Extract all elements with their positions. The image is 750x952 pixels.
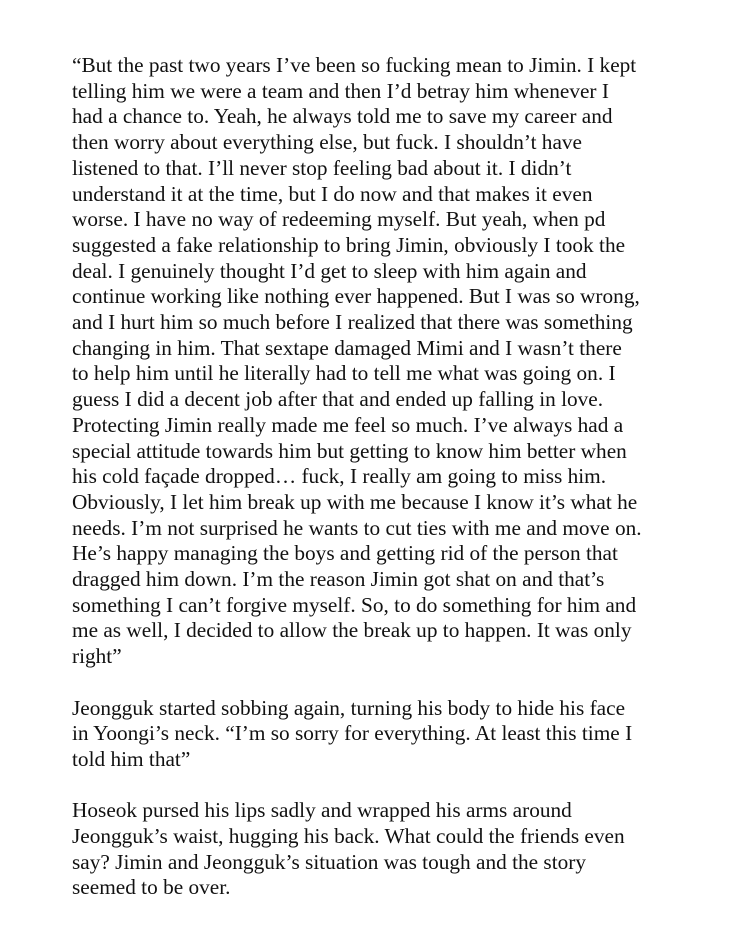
text-line: his cold façade dropped… fuck, I really am going to miss him. — [72, 464, 607, 489]
text-line: to help him until he literally had to tell me what was going on. I — [72, 361, 616, 386]
text-line: He’s happy managing the boys and getting rid of the person that — [72, 541, 618, 566]
text-line: Hoseok pursed his lips sadly and wrapped his arms around — [72, 798, 572, 823]
paragraph — [72, 696, 690, 773]
text-line: “But the past two years I’ve been so fucking mean to Jimin. I kept — [72, 53, 637, 77]
document-body — [72, 53, 690, 901]
text-line: understand it at the time, but I do now and that makes it even — [72, 181, 593, 206]
text-line: in Yoongi’s neck. “I’m so sorry for everything. At least this time I — [72, 721, 633, 746]
text-line: guess I did a decent job after that and ended up falling in love. — [72, 387, 604, 412]
text-line: told him that” — [72, 746, 191, 771]
text-line: Jeongguk’s waist, hugging his back. What could the friends even — [72, 824, 625, 849]
text-line: me as well, I decided to allow the break up to happen. It was only — [72, 618, 632, 643]
text-line: worse. I have no way of redeeming myself. But yeah, when pd — [72, 207, 606, 232]
text-line: seemed to be over. — [72, 875, 231, 900]
text-line: continue working like nothing ever happened. But I was so wrong, — [72, 284, 640, 309]
text-line: telling him we were a team and then I’d betray him whenever I — [72, 78, 609, 103]
text-line: needs. I’m not surprised he wants to cut ties with me and move on. — [72, 515, 642, 540]
text-line: had a chance to. Yeah, he always told me to save my career and — [72, 104, 613, 129]
text-line: listened to that. I’ll never stop feeling bad about it. I didn’t — [72, 155, 572, 180]
text-line: right” — [72, 644, 122, 669]
text-line: dragged him down. I’m the reason Jimin got shat on and that’s — [72, 567, 605, 592]
text-line: Jeongguk started sobbing again, turning his body to hide his face — [72, 695, 626, 720]
text-line: deal. I genuinely thought I’d get to sleep with him again and — [72, 258, 587, 283]
text-line: Protecting Jimin really made me feel so much. I’ve always had a — [72, 412, 624, 437]
text-line: suggested a fake relationship to bring Jimin, obviously I took the — [72, 232, 626, 257]
paragraph — [72, 798, 690, 901]
text-line: something I can’t forgive myself. So, to do something for him and — [72, 592, 637, 617]
paragraph — [72, 53, 690, 670]
text-line: changing in him. That sextape damaged Mimi and I wasn’t there — [72, 335, 622, 360]
text-line: say? Jimin and Jeongguk’s situation was tough and the story — [72, 849, 587, 874]
text-line: and I hurt him so much before I realized that there was something — [72, 310, 633, 335]
text-line: special attitude towards him but getting to know him better when — [72, 438, 627, 463]
text-line: Obviously, I let him break up with me because I know it’s what he — [72, 489, 638, 514]
text-line: then worry about everything else, but fuck. I shouldn’t have — [72, 130, 583, 155]
